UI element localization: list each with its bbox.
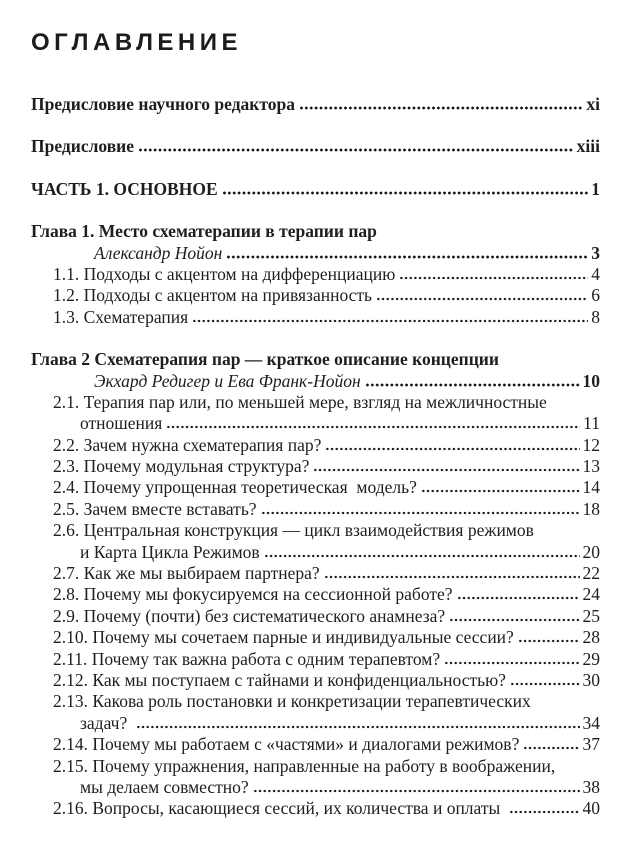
toc-row — [53, 456, 600, 477]
dot-leader — [138, 148, 574, 152]
toc-page-number: 3 — [591, 242, 600, 263]
toc-page-number: 13 — [582, 456, 600, 477]
toc-row — [31, 179, 600, 200]
dot-leader — [444, 661, 579, 665]
dot-leader — [421, 489, 580, 493]
toc-entry-text: 2.14. Почему мы работаем с «частями» и диалогами режимов? — [53, 734, 520, 755]
toc-row — [94, 371, 600, 392]
toc-page-number: 22 — [582, 563, 600, 584]
dot-leader — [399, 276, 588, 280]
toc-row — [53, 285, 600, 306]
dot-leader — [264, 554, 580, 558]
toc-row — [80, 713, 600, 734]
dot-leader — [449, 618, 579, 622]
dot-leader — [166, 425, 580, 429]
toc-row — [53, 307, 600, 328]
dot-leader — [226, 255, 588, 259]
dot-leader — [261, 511, 580, 515]
toc-page-number: xiii — [576, 136, 600, 157]
toc-row — [53, 691, 600, 712]
toc-row — [31, 94, 600, 115]
dot-leader — [518, 639, 580, 643]
toc-entry-text: 2.8. Почему мы фокусируемся на сессионной работе? — [53, 584, 453, 605]
dot-leader — [324, 575, 580, 579]
toc-page-number: 28 — [582, 627, 600, 648]
toc-entry-text: 2.2. Зачем нужна схематерапия пар? — [53, 434, 322, 455]
toc-page-number: 37 — [582, 734, 600, 755]
dot-leader — [192, 319, 588, 323]
toc-entry-text: 2.3. Почему модульная структура? — [53, 456, 310, 477]
toc-entry-text: Экхард Редигер и Ева Франк-Нойон — [94, 370, 361, 391]
dot-leader — [523, 746, 579, 750]
toc-entry-text: отношения — [80, 413, 163, 434]
toc-row — [94, 243, 600, 264]
toc-row — [53, 798, 600, 819]
toc-row — [53, 392, 600, 413]
dot-leader — [299, 106, 583, 110]
dot-leader — [313, 468, 579, 472]
toc-row — [80, 542, 600, 563]
toc-row — [80, 777, 600, 798]
dot-leader — [222, 191, 589, 195]
toc-entry-text: Глава 2 Схематерапия пар — краткое описание концепции — [31, 349, 499, 370]
toc-page-number: 10 — [582, 370, 600, 391]
toc-row — [80, 413, 600, 434]
toc-entry-text: 2.7. Как же мы выбираем партнера? — [53, 563, 320, 584]
toc-entry-text: 2.9. Почему (почти) без систематического анамнеза? — [53, 605, 446, 626]
toc-row — [53, 756, 600, 777]
dot-leader — [509, 810, 580, 814]
toc-row — [53, 563, 600, 584]
toc-entry-text: 1.2. Подходы с акцентом на привязанность — [53, 285, 373, 306]
toc-entry-text: 2.12. Как мы поступаем с тайнами и конфиденциальностью? — [53, 669, 506, 690]
toc-row — [53, 734, 600, 755]
toc-row — [31, 136, 600, 157]
toc-row — [31, 221, 600, 242]
toc-entry-text: 2.4. Почему упрощенная теоретическая модель? — [53, 477, 417, 498]
toc-entry-text: задач? — [80, 712, 132, 733]
dot-leader — [136, 725, 580, 729]
toc-page-number: 8 — [591, 306, 600, 327]
toc-row — [53, 606, 600, 627]
toc-entry-text: и Карта Цикла Режимов — [80, 541, 260, 562]
toc-entry-text: мы делаем совместно? — [80, 776, 249, 797]
toc-row — [53, 435, 600, 456]
toc-page-number: 20 — [582, 541, 600, 562]
toc-page-number: 12 — [582, 434, 600, 455]
dot-leader — [376, 297, 588, 301]
toc-page-number: 11 — [583, 413, 600, 434]
toc-page-number: 29 — [582, 648, 600, 669]
toc-page-number: 24 — [582, 584, 600, 605]
toc-row — [53, 649, 600, 670]
dot-leader — [365, 383, 580, 387]
toc-entry-text: Глава 1. Место схематерапии в терапии пар — [31, 221, 377, 242]
dot-leader — [325, 447, 579, 451]
toc-entry-text: Александр Нойон — [94, 242, 223, 263]
dot-leader — [253, 789, 580, 793]
toc-row — [53, 477, 600, 498]
toc-page-number: 6 — [591, 285, 600, 306]
toc-page-number: 30 — [582, 669, 600, 690]
toc-row — [31, 349, 600, 370]
toc-page-number: 40 — [582, 798, 600, 819]
toc-entry-text: ЧАСТЬ 1. ОСНОВНОЕ — [31, 178, 218, 199]
toc-row — [53, 520, 600, 541]
toc-entry-text: 2.6. Центральная конструкция — цикл взаимодействия режимов — [53, 520, 534, 541]
toc-row — [53, 584, 600, 605]
toc-list — [31, 94, 600, 820]
toc-entry-text: 2.5. Зачем вместе вставать? — [53, 498, 257, 519]
toc-entry-text: 2.13. Какова роль постановки и конкретизации терапевтических — [53, 691, 531, 712]
toc-entry-text: Предисловие научного редактора — [31, 94, 295, 114]
toc-page-number: 25 — [582, 605, 600, 626]
toc-page-number: xi — [586, 94, 600, 114]
toc-entry-text: Предисловие — [31, 136, 135, 157]
dot-leader — [510, 682, 580, 686]
toc-entry-text: 2.10. Почему мы сочетаем парные и индивидуальные сессии? — [53, 627, 514, 648]
toc-row — [53, 670, 600, 691]
page-title: ОГЛАВЛЕНИЕ — [31, 29, 243, 56]
toc-entry-text: 2.15. Почему упражнения, направленные на работу в воображении, — [53, 755, 556, 776]
toc-page-number: 34 — [582, 712, 600, 733]
toc-page-number: 14 — [582, 477, 600, 498]
toc-page-number: 1 — [591, 178, 600, 199]
toc-row — [53, 264, 600, 285]
dot-leader — [457, 596, 580, 600]
toc-page-number: 4 — [591, 263, 600, 284]
toc-entry-text: 1.1. Подходы с акцентом на дифференциацию — [53, 263, 396, 284]
toc-page-number: 38 — [582, 776, 600, 797]
toc-row — [53, 627, 600, 648]
toc-entry-text: 2.11. Почему так важна работа с одним терапевтом? — [53, 648, 441, 669]
toc-row — [53, 499, 600, 520]
toc-entry-text: 2.16. Вопросы, касающиеся сессий, их количества и оплаты — [53, 798, 505, 819]
toc-entry-text: 1.3. Схематерапия — [53, 306, 189, 327]
toc-page-number: 18 — [582, 498, 600, 519]
toc-entry-text: 2.1. Терапия пар или, по меньшей мере, взгляд на межличностные — [53, 391, 547, 412]
